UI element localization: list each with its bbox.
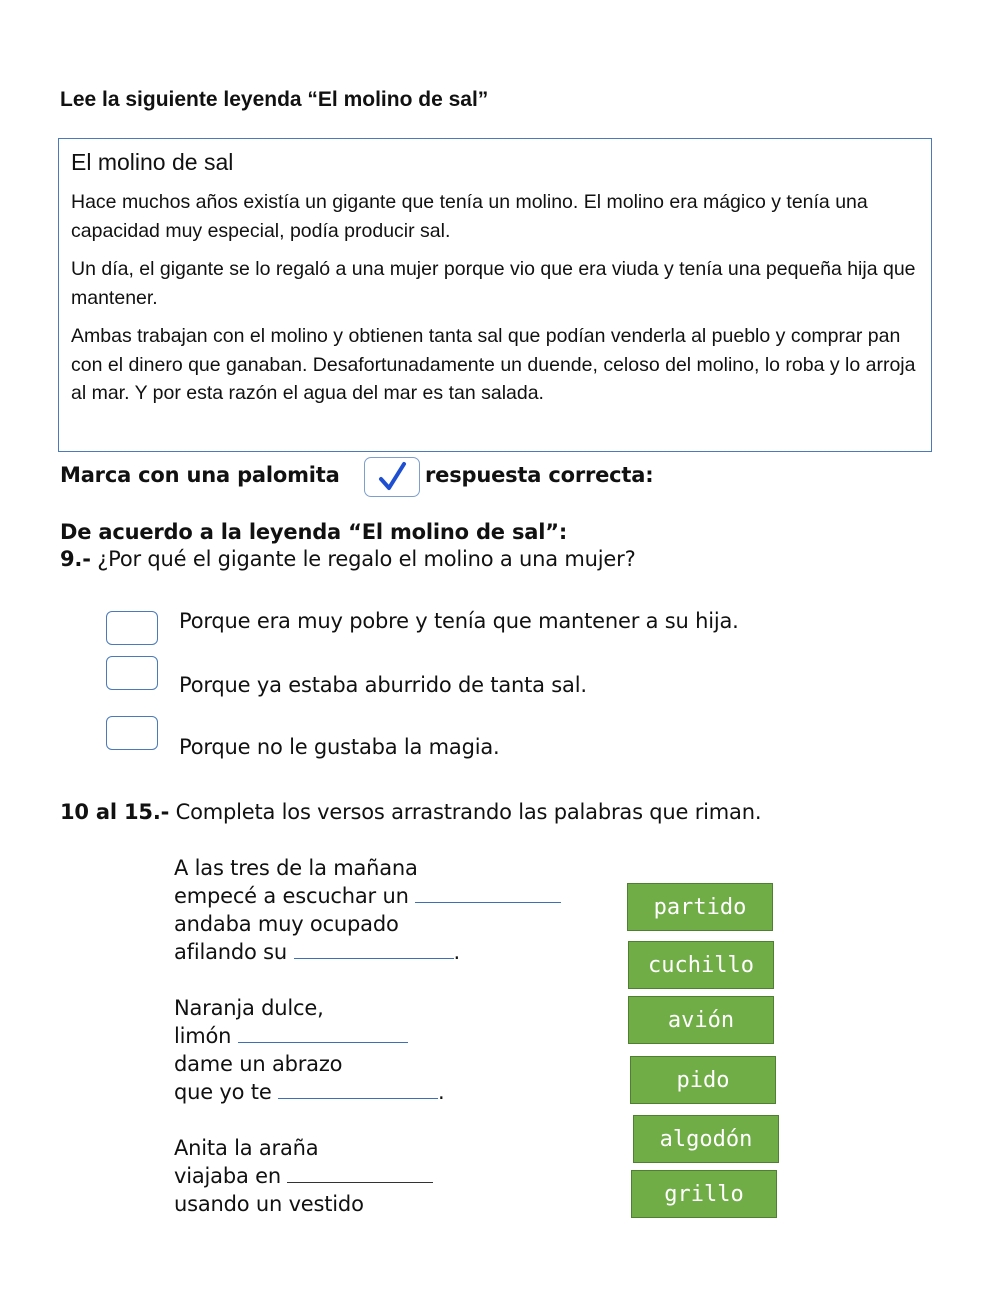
poem-2: Naranja dulce, limón dame un abrazo que yo te . xyxy=(174,996,445,1104)
drop-blank-4[interactable] xyxy=(278,1097,438,1099)
word-tile-grillo[interactable]: grillo xyxy=(631,1170,777,1218)
instruction-text-before: Marca con una palomita xyxy=(60,463,340,487)
word-tile-partido[interactable]: partido xyxy=(627,883,773,931)
instruction-text-after: respuesta correcta: xyxy=(425,463,654,487)
poem-line: que yo te xyxy=(174,1080,272,1104)
story-box xyxy=(58,138,932,452)
question-9 xyxy=(60,547,636,571)
drop-blank-3[interactable] xyxy=(238,1041,408,1043)
poem-line: empecé a escuchar un xyxy=(174,884,409,908)
option-1-checkbox[interactable] xyxy=(106,611,158,645)
drop-blank-1[interactable] xyxy=(415,901,561,903)
poem-line: Naranja dulce, xyxy=(174,996,324,1020)
story-paragraph: Un día, el gigante se lo regaló a una mujer porque vio que era viuda y tenía una pequeña hija que mantener. xyxy=(71,258,916,309)
section-title: De acuerdo a la leyenda “El molino de sal”: xyxy=(60,520,568,544)
poem-3 xyxy=(174,1134,433,1218)
option-2-checkbox[interactable] xyxy=(106,656,158,690)
poem-line: Anita la araña xyxy=(174,1136,319,1160)
question-text: Completa los versos arrastrando las palabras que riman. xyxy=(175,800,762,824)
story-paragraph: Ambas trabajan con el molino y obtienen tanta sal que podían venderla al pueblo y comprar pan con el dinero que ganaban. Desafortunadamente un duende, celoso del molino, lo roba y lo arroja al mar. Y por esta razón el agua del mar es tan salada. xyxy=(71,325,916,404)
question-number: 9.- xyxy=(60,547,91,571)
word-tile-pido[interactable]: pido xyxy=(630,1056,776,1104)
question-text: ¿Por qué el gigante le regalo el molino a una mujer? xyxy=(97,547,636,571)
sample-checkbox xyxy=(364,457,420,497)
drop-blank-5[interactable] xyxy=(287,1181,433,1183)
story-title: El molino de sal xyxy=(71,149,234,175)
poem-line: afilando su xyxy=(174,940,288,964)
story-paragraph: Hace muchos años existía un gigante que tenía un molino. El molino era mágico y tenía una capacidad muy especial, podía producir sal. xyxy=(71,191,868,242)
option-3-text: Porque no le gustaba la magia. xyxy=(179,735,500,759)
poem-line: andaba muy ocupado xyxy=(174,912,399,936)
word-tile-avion[interactable]: avión xyxy=(628,996,774,1044)
question-10 xyxy=(60,800,761,824)
drop-blank-2[interactable] xyxy=(294,957,454,959)
option-1-text: Porque era muy pobre y tenía que mantener a su hija. xyxy=(179,609,739,633)
poem-line: limón xyxy=(174,1024,232,1048)
option-2-text: Porque ya estaba aburrido de tanta sal. xyxy=(179,673,587,697)
word-tile-algodon[interactable]: algodón xyxy=(633,1115,779,1163)
question-number: 10 al 15.- xyxy=(60,800,170,824)
poem-line: A las tres de la mañana xyxy=(174,856,418,880)
intro-heading: Lee la siguiente leyenda “El molino de sal” xyxy=(60,88,489,111)
poem-line: viajaba en xyxy=(174,1164,281,1188)
poem-line: dame un abrazo xyxy=(174,1052,343,1076)
checkmark-icon xyxy=(365,458,419,496)
option-3-checkbox[interactable] xyxy=(106,716,158,750)
poem-1: A las tres de la mañana empecé a escuchar un andaba muy ocupado afilando su . xyxy=(174,854,561,966)
poem-line: usando un vestido xyxy=(174,1192,364,1216)
word-tile-cuchillo[interactable]: cuchillo xyxy=(628,941,774,989)
